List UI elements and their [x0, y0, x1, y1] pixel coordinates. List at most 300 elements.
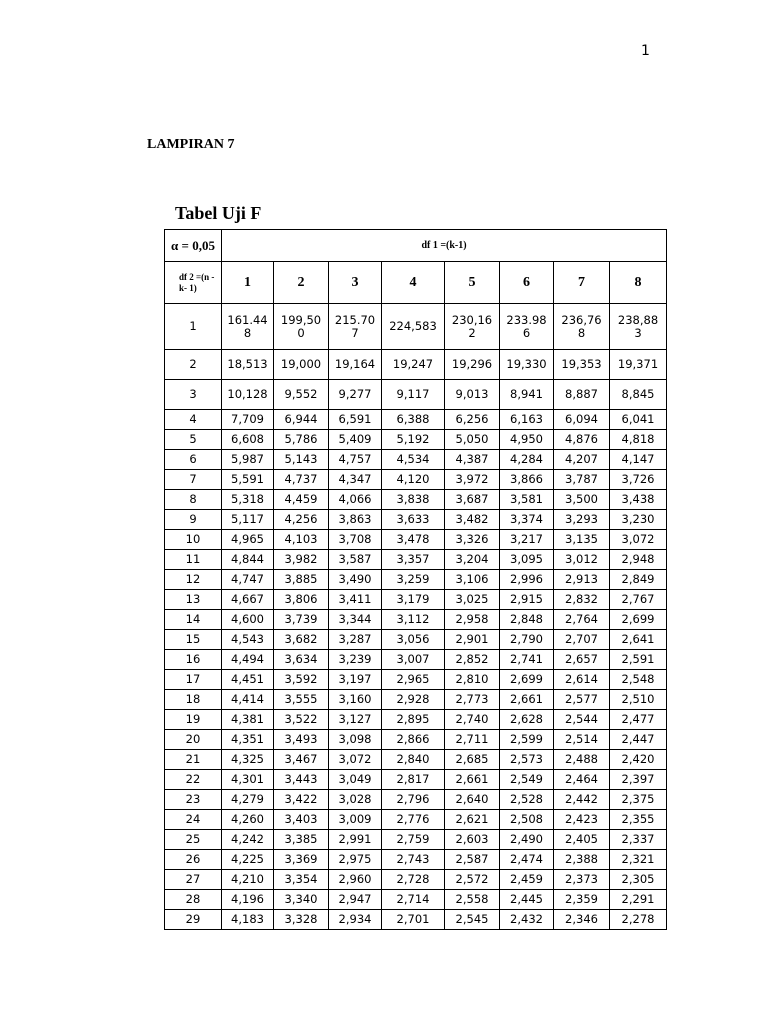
f-value-cell: 3,007	[382, 650, 445, 670]
f-value-cell: 2,740	[445, 710, 500, 730]
f-value-cell: 4,103	[274, 530, 329, 550]
f-value-cell: 3,340	[274, 890, 329, 910]
f-value-cell: 3,112	[382, 610, 445, 630]
f-value-cell: 3,072	[610, 530, 667, 550]
f-value-cell: 2,767	[610, 590, 667, 610]
f-value-cell: 2,346	[554, 910, 610, 930]
f-value-cell: 199,500	[274, 304, 329, 350]
f-value-cell: 4,196	[222, 890, 274, 910]
f-value-cell: 3,344	[329, 610, 382, 630]
f-value-cell: 2,958	[445, 610, 500, 630]
table-title: Tabel Uji F	[175, 203, 262, 223]
table-row	[165, 650, 667, 670]
f-value-cell: 19,296	[445, 350, 500, 380]
df2-label: df 2 =(n -k- 1)	[165, 262, 222, 304]
row-df2-cell: 10	[165, 530, 222, 550]
f-value-cell: 3,374	[500, 510, 554, 530]
alpha-label: α = 0,05	[165, 230, 222, 262]
f-value-cell: 3,493	[274, 730, 329, 750]
f-value-cell: 3,230	[610, 510, 667, 530]
f-value-cell: 3,634	[274, 650, 329, 670]
row-df2-cell: 2	[165, 350, 222, 380]
f-value-cell: 3,411	[329, 590, 382, 610]
f-value-cell: 4,351	[222, 730, 274, 750]
column-header: 5	[445, 262, 500, 304]
table-row	[165, 590, 667, 610]
row-df2-cell: 3	[165, 380, 222, 410]
f-value-cell: 2,337	[610, 830, 667, 850]
f-value-cell: 2,591	[610, 650, 667, 670]
f-value-cell: 3,009	[329, 810, 382, 830]
f-value-cell: 3,687	[445, 490, 500, 510]
f-value-cell: 2,420	[610, 750, 667, 770]
row-df2-cell: 11	[165, 550, 222, 570]
header-row-columns	[165, 262, 667, 304]
f-value-cell: 3,866	[500, 470, 554, 490]
f-value-cell: 2,305	[610, 870, 667, 890]
f-value-cell: 3,028	[329, 790, 382, 810]
row-df2-cell: 23	[165, 790, 222, 810]
f-value-cell: 3,204	[445, 550, 500, 570]
f-value-cell: 2,895	[382, 710, 445, 730]
f-value-cell: 2,913	[554, 570, 610, 590]
f-value-cell: 7,709	[222, 410, 274, 430]
f-value-cell: 3,326	[445, 530, 500, 550]
f-value-cell: 4,950	[500, 430, 554, 450]
f-value-cell: 4,260	[222, 810, 274, 830]
f-value-cell: 4,301	[222, 770, 274, 790]
row-df2-cell: 14	[165, 610, 222, 630]
row-df2-cell: 13	[165, 590, 222, 610]
f-value-cell: 4,818	[610, 430, 667, 450]
table-row	[165, 710, 667, 730]
f-value-cell: 3,739	[274, 610, 329, 630]
f-value-cell: 2,996	[500, 570, 554, 590]
f-value-cell: 2,832	[554, 590, 610, 610]
f-value-cell: 3,885	[274, 570, 329, 590]
f-value-cell: 4,325	[222, 750, 274, 770]
f-value-cell: 3,838	[382, 490, 445, 510]
row-df2-cell: 25	[165, 830, 222, 850]
f-value-cell: 4,347	[329, 470, 382, 490]
f-value-cell: 2,991	[329, 830, 382, 850]
row-df2-cell: 26	[165, 850, 222, 870]
table-row	[165, 410, 667, 430]
f-value-cell: 2,711	[445, 730, 500, 750]
table-row	[165, 890, 667, 910]
f-value-cell: 3,438	[610, 490, 667, 510]
f-value-cell: 2,508	[500, 810, 554, 830]
f-value-cell: 19,371	[610, 350, 667, 380]
f-value-cell: 6,944	[274, 410, 329, 430]
table-row	[165, 530, 667, 550]
f-value-cell: 3,135	[554, 530, 610, 550]
f-value-cell: 3,160	[329, 690, 382, 710]
f-value-cell: 3,385	[274, 830, 329, 850]
row-df2-cell: 24	[165, 810, 222, 830]
table-row	[165, 490, 667, 510]
f-value-cell: 3,239	[329, 650, 382, 670]
f-value-cell: 4,210	[222, 870, 274, 890]
row-df2-cell: 1	[165, 304, 222, 350]
table-row	[165, 910, 667, 930]
f-value-cell: 2,514	[554, 730, 610, 750]
f-value-cell: 3,095	[500, 550, 554, 570]
f-value-cell: 3,259	[382, 570, 445, 590]
f-value-cell: 4,451	[222, 670, 274, 690]
row-df2-cell: 21	[165, 750, 222, 770]
f-value-cell: 5,117	[222, 510, 274, 530]
f-value-cell: 2,558	[445, 890, 500, 910]
f-value-cell: 5,591	[222, 470, 274, 490]
f-value-cell: 2,701	[382, 910, 445, 930]
f-value-cell: 3,633	[382, 510, 445, 530]
f-value-cell: 2,901	[445, 630, 500, 650]
row-df2-cell: 18	[165, 690, 222, 710]
f-value-cell: 2,728	[382, 870, 445, 890]
f-value-cell: 19,164	[329, 350, 382, 380]
f-value-cell: 2,359	[554, 890, 610, 910]
table-row	[165, 450, 667, 470]
f-value-cell: 3,056	[382, 630, 445, 650]
f-value-cell: 2,866	[382, 730, 445, 750]
table-row	[165, 790, 667, 810]
f-value-cell: 3,581	[500, 490, 554, 510]
f-value-cell: 5,050	[445, 430, 500, 450]
f-value-cell: 4,543	[222, 630, 274, 650]
f-value-cell: 2,848	[500, 610, 554, 630]
f-value-cell: 2,621	[445, 810, 500, 830]
row-df2-cell: 6	[165, 450, 222, 470]
f-value-cell: 19,330	[500, 350, 554, 380]
f-value-cell: 2,685	[445, 750, 500, 770]
f-value-cell: 4,747	[222, 570, 274, 590]
f-value-cell: 5,786	[274, 430, 329, 450]
f-value-cell: 2,810	[445, 670, 500, 690]
f-value-cell: 2,442	[554, 790, 610, 810]
column-header: 7	[554, 262, 610, 304]
f-value-cell: 3,972	[445, 470, 500, 490]
f-value-cell: 3,467	[274, 750, 329, 770]
f-value-cell: 19,247	[382, 350, 445, 380]
f-value-cell: 2,915	[500, 590, 554, 610]
table-row	[165, 304, 667, 350]
f-value-cell: 4,183	[222, 910, 274, 930]
f-value-cell: 3,369	[274, 850, 329, 870]
f-value-cell: 3,422	[274, 790, 329, 810]
f-value-cell: 2,397	[610, 770, 667, 790]
table-row	[165, 380, 667, 410]
f-value-cell: 3,682	[274, 630, 329, 650]
f-value-cell: 2,773	[445, 690, 500, 710]
table-row	[165, 750, 667, 770]
row-df2-cell: 19	[165, 710, 222, 730]
f-value-cell: 4,757	[329, 450, 382, 470]
f-value-cell: 3,072	[329, 750, 382, 770]
f-value-cell: 4,965	[222, 530, 274, 550]
f-value-cell: 2,849	[610, 570, 667, 590]
f-value-cell: 3,293	[554, 510, 610, 530]
f-value-cell: 4,534	[382, 450, 445, 470]
f-value-cell: 2,948	[610, 550, 667, 570]
f-value-cell: 4,876	[554, 430, 610, 450]
f-value-cell: 3,726	[610, 470, 667, 490]
f-value-cell: 233.986	[500, 304, 554, 350]
f-value-cell: 3,217	[500, 530, 554, 550]
f-value-cell: 2,628	[500, 710, 554, 730]
table-row	[165, 730, 667, 750]
f-value-cell: 6,163	[500, 410, 554, 430]
f-value-cell: 6,388	[382, 410, 445, 430]
f-value-cell: 2,603	[445, 830, 500, 850]
f-value-cell: 3,787	[554, 470, 610, 490]
row-df2-cell: 28	[165, 890, 222, 910]
f-value-cell: 3,592	[274, 670, 329, 690]
df1-text: df 1 =(k-1)	[421, 240, 467, 251]
f-value-cell: 224,583	[382, 304, 445, 350]
column-header: 4	[382, 262, 445, 304]
f-value-cell: 5,409	[329, 430, 382, 450]
f-value-cell: 5,318	[222, 490, 274, 510]
f-value-cell: 19,353	[554, 350, 610, 380]
f-value-cell: 2,321	[610, 850, 667, 870]
f-value-cell: 2,934	[329, 910, 382, 930]
f-value-cell: 5,192	[382, 430, 445, 450]
f-value-cell: 238,883	[610, 304, 667, 350]
f-value-cell: 2,544	[554, 710, 610, 730]
f-value-cell: 2,278	[610, 910, 667, 930]
f-value-cell: 3,357	[382, 550, 445, 570]
f-value-cell: 3,522	[274, 710, 329, 730]
f-value-cell: 4,284	[500, 450, 554, 470]
f-value-cell: 236,768	[554, 304, 610, 350]
row-df2-cell: 7	[165, 470, 222, 490]
table-row	[165, 470, 667, 490]
f-value-cell: 3,708	[329, 530, 382, 550]
f-value-cell: 2,432	[500, 910, 554, 930]
f-value-cell: 3,354	[274, 870, 329, 890]
f-value-cell: 8,887	[554, 380, 610, 410]
f-value-cell: 2,577	[554, 690, 610, 710]
f-value-cell: 2,548	[610, 670, 667, 690]
table-row	[165, 810, 667, 830]
row-df2-cell: 4	[165, 410, 222, 430]
f-value-cell: 2,488	[554, 750, 610, 770]
f-value-cell: 6,608	[222, 430, 274, 450]
f-value-cell: 3,197	[329, 670, 382, 690]
table-row	[165, 510, 667, 530]
f-value-cell: 2,474	[500, 850, 554, 870]
f-value-cell: 4,256	[274, 510, 329, 530]
row-df2-cell: 16	[165, 650, 222, 670]
df1-label	[222, 230, 667, 262]
row-df2-cell: 5	[165, 430, 222, 450]
table-row	[165, 770, 667, 790]
table-row	[165, 570, 667, 590]
column-header: 6	[500, 262, 554, 304]
f-value-cell: 2,587	[445, 850, 500, 870]
row-df2-cell: 29	[165, 910, 222, 930]
f-value-cell: 2,975	[329, 850, 382, 870]
row-df2-cell: 8	[165, 490, 222, 510]
f-value-cell: 4,600	[222, 610, 274, 630]
f-value-cell: 3,478	[382, 530, 445, 550]
f-value-cell: 3,179	[382, 590, 445, 610]
f-value-cell: 3,106	[445, 570, 500, 590]
f-value-cell: 2,447	[610, 730, 667, 750]
f-value-cell: 2,640	[445, 790, 500, 810]
f-value-cell: 2,661	[445, 770, 500, 790]
column-header: 8	[610, 262, 667, 304]
f-value-cell: 4,207	[554, 450, 610, 470]
f-value-cell: 4,387	[445, 450, 500, 470]
f-value-cell: 215.707	[329, 304, 382, 350]
appendix-title: LAMPIRAN 7	[147, 137, 235, 152]
f-value-cell: 4,737	[274, 470, 329, 490]
f-value-cell: 2,477	[610, 710, 667, 730]
row-df2-cell: 9	[165, 510, 222, 530]
table-row	[165, 550, 667, 570]
f-value-cell: 6,256	[445, 410, 500, 430]
f-value-cell: 2,699	[610, 610, 667, 630]
f-value-cell: 2,840	[382, 750, 445, 770]
f-value-cell: 19,000	[274, 350, 329, 380]
f-value-cell: 2,817	[382, 770, 445, 790]
f-value-cell: 2,759	[382, 830, 445, 850]
f-value-cell: 2,776	[382, 810, 445, 830]
f-value-cell: 4,242	[222, 830, 274, 850]
table-row	[165, 670, 667, 690]
row-df2-cell: 15	[165, 630, 222, 650]
f-value-cell: 8,941	[500, 380, 554, 410]
table-row	[165, 350, 667, 380]
f-value-cell: 9,277	[329, 380, 382, 410]
table-row	[165, 630, 667, 650]
f-distribution-table	[164, 229, 667, 930]
f-value-cell: 2,699	[500, 670, 554, 690]
f-value-cell: 9,117	[382, 380, 445, 410]
f-value-cell: 4,279	[222, 790, 274, 810]
f-value-cell: 3,098	[329, 730, 382, 750]
f-value-cell: 2,355	[610, 810, 667, 830]
f-value-cell: 2,928	[382, 690, 445, 710]
f-value-cell: 3,287	[329, 630, 382, 650]
f-value-cell: 2,764	[554, 610, 610, 630]
f-value-cell: 2,573	[500, 750, 554, 770]
f-value-cell: 5,987	[222, 450, 274, 470]
f-value-cell: 3,587	[329, 550, 382, 570]
f-value-cell: 2,373	[554, 870, 610, 890]
f-value-cell: 2,641	[610, 630, 667, 650]
row-df2-cell: 12	[165, 570, 222, 590]
table-row	[165, 430, 667, 450]
f-value-cell: 3,025	[445, 590, 500, 610]
f-value-cell: 2,790	[500, 630, 554, 650]
f-value-cell: 230,162	[445, 304, 500, 350]
f-value-cell: 2,464	[554, 770, 610, 790]
f-value-cell: 3,328	[274, 910, 329, 930]
f-value-cell: 161.448	[222, 304, 274, 350]
f-value-cell: 2,661	[500, 690, 554, 710]
f-value-cell: 2,947	[329, 890, 382, 910]
f-value-cell: 2,599	[500, 730, 554, 750]
f-value-cell: 6,094	[554, 410, 610, 430]
row-df2-cell: 17	[165, 670, 222, 690]
f-value-cell: 6,041	[610, 410, 667, 430]
f-value-cell: 4,667	[222, 590, 274, 610]
column-header: 3	[329, 262, 382, 304]
f-value-cell: 3,490	[329, 570, 382, 590]
f-value-cell: 18,513	[222, 350, 274, 380]
f-value-cell: 2,743	[382, 850, 445, 870]
page-number: 1	[641, 43, 650, 59]
f-value-cell: 4,066	[329, 490, 382, 510]
f-value-cell: 2,291	[610, 890, 667, 910]
f-value-cell: 2,375	[610, 790, 667, 810]
f-value-cell: 2,545	[445, 910, 500, 930]
f-value-cell: 4,494	[222, 650, 274, 670]
f-value-cell: 3,049	[329, 770, 382, 790]
row-df2-cell: 27	[165, 870, 222, 890]
f-value-cell: 2,965	[382, 670, 445, 690]
f-value-cell: 3,403	[274, 810, 329, 830]
f-value-cell: 4,147	[610, 450, 667, 470]
f-value-cell: 2,510	[610, 690, 667, 710]
f-value-cell: 2,423	[554, 810, 610, 830]
column-header: 2	[274, 262, 329, 304]
f-value-cell: 4,225	[222, 850, 274, 870]
f-value-cell: 3,500	[554, 490, 610, 510]
f-value-cell: 2,459	[500, 870, 554, 890]
f-value-cell: 4,120	[382, 470, 445, 490]
f-value-cell: 4,414	[222, 690, 274, 710]
f-value-cell: 2,490	[500, 830, 554, 850]
f-value-cell: 5,143	[274, 450, 329, 470]
f-value-cell: 4,381	[222, 710, 274, 730]
f-value-cell: 2,852	[445, 650, 500, 670]
header-row-alpha	[165, 230, 667, 262]
table-row	[165, 690, 667, 710]
f-value-cell: 2,714	[382, 890, 445, 910]
f-value-cell: 2,796	[382, 790, 445, 810]
f-value-cell: 8,845	[610, 380, 667, 410]
f-value-cell: 9,013	[445, 380, 500, 410]
f-value-cell: 4,844	[222, 550, 274, 570]
f-value-cell: 10,128	[222, 380, 274, 410]
f-value-cell: 3,982	[274, 550, 329, 570]
table-row	[165, 610, 667, 630]
f-value-cell: 2,572	[445, 870, 500, 890]
f-value-cell: 3,482	[445, 510, 500, 530]
table-row	[165, 870, 667, 890]
f-value-cell: 2,741	[500, 650, 554, 670]
f-value-cell: 4,459	[274, 490, 329, 510]
column-header: 1	[222, 262, 274, 304]
f-value-cell: 3,127	[329, 710, 382, 730]
f-value-cell: 2,528	[500, 790, 554, 810]
f-value-cell: 2,549	[500, 770, 554, 790]
row-df2-cell: 20	[165, 730, 222, 750]
f-value-cell: 3,012	[554, 550, 610, 570]
f-value-cell: 2,614	[554, 670, 610, 690]
f-value-cell: 2,657	[554, 650, 610, 670]
f-value-cell: 9,552	[274, 380, 329, 410]
f-value-cell: 3,443	[274, 770, 329, 790]
table-row	[165, 850, 667, 870]
f-value-cell: 2,960	[329, 870, 382, 890]
f-value-cell: 3,555	[274, 690, 329, 710]
table-row	[165, 830, 667, 850]
